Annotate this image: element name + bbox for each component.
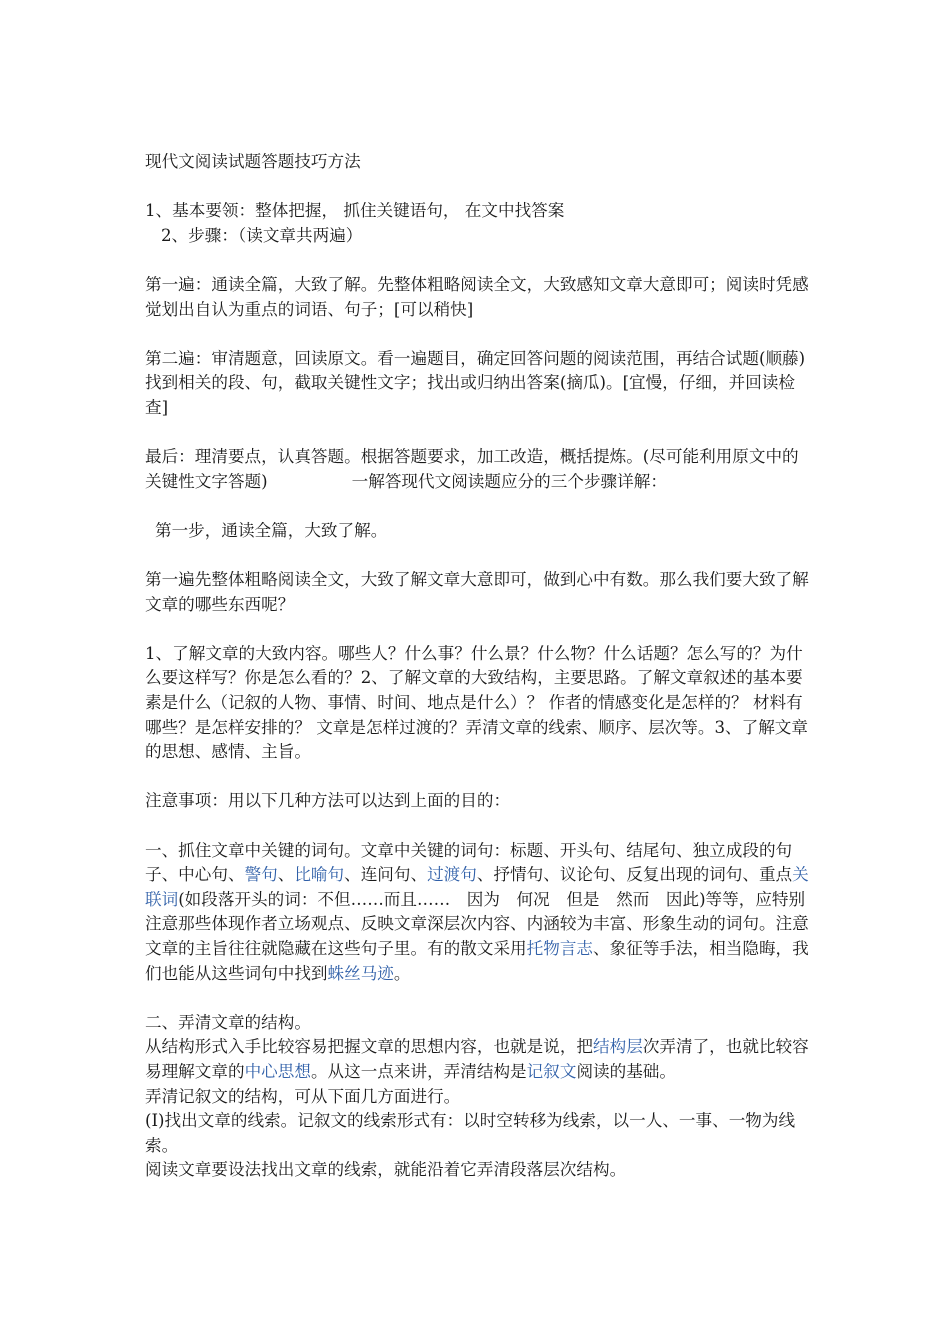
keyword-link-guanlianci[interactable]: 关联词 — [145, 865, 809, 909]
clue-follow-line: 阅读文章要设法找出文章的线索，就能沿着它弄清段落层次结构。 — [145, 1160, 627, 1180]
final-tail-text: 一解答现代文阅读题应分的三个步骤详解： — [351, 471, 667, 491]
keyword-link-jingju[interactable]: 警句 — [244, 865, 278, 885]
section1-text-b: 、 — [277, 865, 295, 885]
final-paragraph — [145, 445, 809, 494]
section2-text-b: 次弄清了，也就比较容易理解文章的 — [145, 1037, 809, 1081]
keyword-link-jiegouceng[interactable]: 结构层 — [593, 1037, 643, 1057]
final-text: 最后：理清要点，认真答题。根据答题要求，加工改造，概括提炼。(尽可能利用原文中的关键性文字答题) — [145, 447, 799, 491]
section2-paragraph — [145, 1035, 809, 1084]
section1-paragraph — [145, 839, 809, 987]
narrative-line: 弄清记叙文的结构，可从下面几方面进行。 — [145, 1086, 461, 1106]
first-pass-paragraph: 第一遍：通读全篇，大致了解。先整体粗略阅读全文，大致感知文章大意即可；阅读时凭感觉划出自认为重点的词语、句子；[可以稍快] — [145, 274, 809, 319]
section2-text-a: 从结构形式入手比较容易把握文章的思想内容，也就是说，把 — [145, 1037, 594, 1057]
keyword-link-zhusimaji[interactable]: 蛛丝马迹 — [327, 963, 394, 983]
section1-text-f: 、象征等手法，相当隐晦，我们也能从这些词句中找到 — [145, 939, 809, 983]
keyword-link-tuowuyanzhi[interactable]: 托物言志 — [526, 939, 594, 958]
understand-paragraph: 1、了解文章的大致内容。哪些人？什么事？什么景？什么物？什么话题？怎么写的？为什么要这样写？你是怎么看的？2、了解文章的大致结构，主要思路。了解文章叙述的基本要素是什么（记叙的人物、事情、时间、地点是什么）？ 作者的情感变化是怎样的？ 材料有哪些？是怎样安排的？ 文章是怎样过渡的？弄清文章的线索、顺序、层次等。3、了解文章的思想、感情、主旨。 — [145, 643, 808, 762]
keyword-link-biyuju[interactable]: 比喻句 — [294, 865, 345, 885]
section2-title: 二、弄清文章的结构。 — [145, 1012, 311, 1032]
keyword-link-guoduju[interactable]: 过渡句 — [427, 865, 477, 885]
first-pass-detail-paragraph: 第一遍先整体粗略阅读全文，大致了解文章大意即可，做到心中有数。那么我们要大致了解文章的哪些东西呢？ — [145, 570, 809, 614]
clue-paragraph: (Ⅰ)找出文章的线索。记叙文的线索形式有：以时空转移为线索，以一人、一事、一物为线索。 — [145, 1111, 796, 1155]
section1-text-g: 。 — [393, 963, 411, 983]
second-pass-paragraph: 第二遍：审清题意，回读原文。看一遍题目，确定回答问题的阅读范围，再结合试题(顺藤)找到相关的段、句，截取关键性文字；找出或归纳出答案(摘瓜)。[宜慢，仔细，并回读检查] — [145, 348, 806, 417]
section1-text-d: 、抒情句、议论句、反复出现的词句、重点 — [476, 865, 793, 885]
notice-paragraph: 注意事项：用以下几种方法可以达到上面的目的： — [145, 791, 511, 811]
section1-text-e: (如段落开头的词：不但……而且…… 因为 何况 但是 然而 因此)等等，应特别注意那些体现作者立场观点、反映文章深层次内容、内涵较为丰富、形象生动的词句。注意文章的主旨往往就隐藏在这些句子里。有的散文采用 — [145, 889, 809, 958]
keyword-link-jixuwen[interactable]: 记叙文 — [526, 1061, 577, 1081]
step-one-heading: 第一步，通读全篇，大致了解。 — [155, 520, 388, 540]
page-title: 现代文阅读试题答题技巧方法 — [145, 152, 361, 171]
keyword-link-zhongxinsixiang[interactable]: 中心思想 — [244, 1061, 311, 1081]
steps-line: 2、步骤：（读文章共两遍） — [161, 225, 363, 245]
article-body — [145, 150, 809, 1183]
section1-text-c: 、连问句、 — [344, 865, 428, 885]
section2-text-c: 。从这一点来讲，弄清结构是 — [310, 1061, 527, 1081]
section1-text-a: 一、抓住文章中关键的词句。文章中关键的词句：标题、开头句、结尾句、独立成段的句子、中心句、 — [145, 840, 793, 885]
section2-text-d: 阅读的基础。 — [576, 1061, 676, 1081]
essentials-line: 1、基本要领：整体把握， 抓住关键语句， 在文中找答案 — [145, 201, 565, 221]
